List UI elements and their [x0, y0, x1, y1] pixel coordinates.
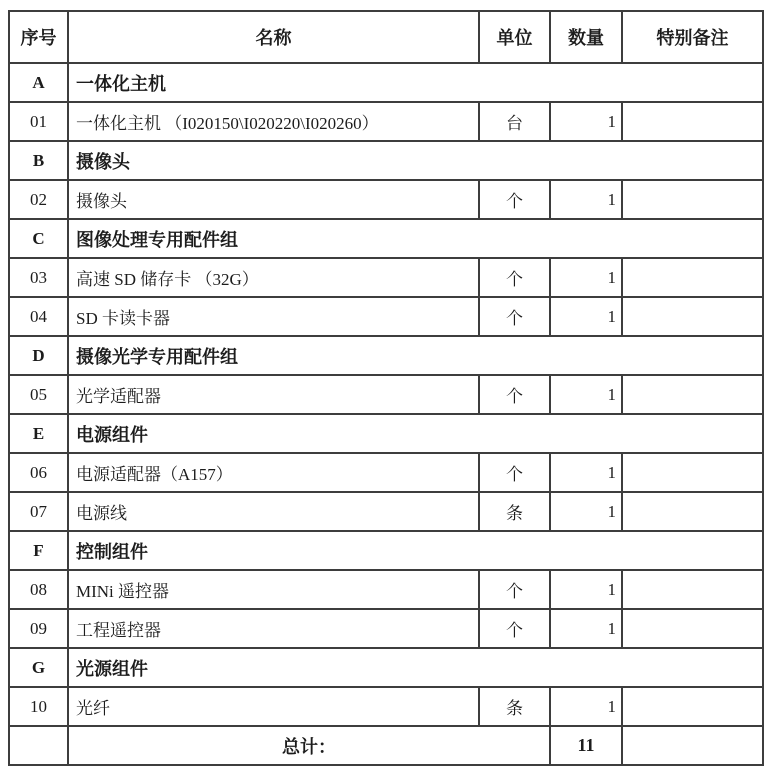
- section-row-G: [9, 648, 763, 687]
- section-title-cell: 摄像头: [68, 141, 763, 180]
- col-header-index: 序号: [9, 11, 68, 63]
- item-name-cell: MINi 遥控器: [68, 570, 479, 609]
- row-number-cell: 07: [9, 492, 68, 531]
- quantity-cell: 1: [550, 570, 622, 609]
- section-title-cell: 控制组件: [68, 531, 763, 570]
- col-header-unit: 单位: [479, 11, 550, 63]
- section-title-cell: 摄像光学专用配件组: [68, 336, 763, 375]
- unit-cell: 台: [479, 102, 550, 141]
- notes-cell: [622, 297, 763, 336]
- col-header-name: 名称: [68, 11, 479, 63]
- unit-cell: 个: [479, 180, 550, 219]
- notes-cell: [622, 375, 763, 414]
- notes-cell: [622, 609, 763, 648]
- row-number-cell: 09: [9, 609, 68, 648]
- notes-cell: [622, 492, 763, 531]
- item-row-06: [9, 453, 763, 492]
- section-letter-cell: E: [9, 414, 68, 453]
- item-name-cell: 光纤: [68, 687, 479, 726]
- row-number-cell: 10: [9, 687, 68, 726]
- total-notes-cell: [622, 726, 763, 765]
- item-row-02: [9, 180, 763, 219]
- section-title-cell: 电源组件: [68, 414, 763, 453]
- notes-cell: [622, 258, 763, 297]
- quantity-cell: 1: [550, 375, 622, 414]
- row-number-cell: 03: [9, 258, 68, 297]
- notes-cell: [622, 180, 763, 219]
- section-letter-cell: B: [9, 141, 68, 180]
- quantity-cell: 1: [550, 258, 622, 297]
- unit-cell: 条: [479, 492, 550, 531]
- section-letter-cell: C: [9, 219, 68, 258]
- quantity-cell: 1: [550, 297, 622, 336]
- total-label-cell: 总计：: [68, 726, 550, 765]
- row-number-cell: 08: [9, 570, 68, 609]
- item-row-03: [9, 258, 763, 297]
- total-quantity-cell: 11: [550, 726, 622, 765]
- col-header-qty: 数量: [550, 11, 622, 63]
- notes-cell: [622, 570, 763, 609]
- unit-cell: 条: [479, 687, 550, 726]
- parts-list-table: [8, 10, 764, 766]
- col-header-notes: 特别备注: [622, 11, 763, 63]
- row-number-cell: 06: [9, 453, 68, 492]
- notes-cell: [622, 102, 763, 141]
- row-number-cell: 05: [9, 375, 68, 414]
- notes-cell: [622, 687, 763, 726]
- item-row-10: [9, 687, 763, 726]
- unit-cell: 个: [479, 570, 550, 609]
- item-name-cell: 摄像头: [68, 180, 479, 219]
- item-name-cell: 电源线: [68, 492, 479, 531]
- section-row-B: [9, 141, 763, 180]
- table-header-row: [9, 11, 763, 63]
- section-letter-cell: A: [9, 63, 68, 102]
- item-row-08: [9, 570, 763, 609]
- quantity-cell: 1: [550, 687, 622, 726]
- total-empty-index-cell: [9, 726, 68, 765]
- item-name-cell: 一体化主机 （I020150\I020220\I020260）: [68, 102, 479, 141]
- quantity-cell: 1: [550, 609, 622, 648]
- quantity-cell: 1: [550, 180, 622, 219]
- section-row-E: [9, 414, 763, 453]
- item-name-cell: 电源适配器（A157）: [68, 453, 479, 492]
- item-row-04: [9, 297, 763, 336]
- item-name-cell: 光学适配器: [68, 375, 479, 414]
- item-row-09: [9, 609, 763, 648]
- section-title-cell: 图像处理专用配件组: [68, 219, 763, 258]
- section-letter-cell: D: [9, 336, 68, 375]
- quantity-cell: 1: [550, 492, 622, 531]
- unit-cell: 个: [479, 375, 550, 414]
- section-row-A: [9, 63, 763, 102]
- unit-cell: 个: [479, 609, 550, 648]
- item-row-07: [9, 492, 763, 531]
- section-title-cell: 光源组件: [68, 648, 763, 687]
- row-number-cell: 01: [9, 102, 68, 141]
- notes-cell: [622, 453, 763, 492]
- section-letter-cell: G: [9, 648, 68, 687]
- item-row-01: [9, 102, 763, 141]
- section-letter-cell: F: [9, 531, 68, 570]
- section-row-C: [9, 219, 763, 258]
- unit-cell: 个: [479, 453, 550, 492]
- quantity-cell: 1: [550, 102, 622, 141]
- section-title-cell: 一体化主机: [68, 63, 763, 102]
- unit-cell: 个: [479, 258, 550, 297]
- unit-cell: 个: [479, 297, 550, 336]
- quantity-cell: 1: [550, 453, 622, 492]
- section-row-D: [9, 336, 763, 375]
- item-name-cell: 工程遥控器: [68, 609, 479, 648]
- item-name-cell: SD 卡读卡器: [68, 297, 479, 336]
- row-number-cell: 04: [9, 297, 68, 336]
- row-number-cell: 02: [9, 180, 68, 219]
- section-row-F: [9, 531, 763, 570]
- item-name-cell: 高速 SD 储存卡 （32G）: [68, 258, 479, 297]
- total-row: [9, 726, 763, 765]
- item-row-05: [9, 375, 763, 414]
